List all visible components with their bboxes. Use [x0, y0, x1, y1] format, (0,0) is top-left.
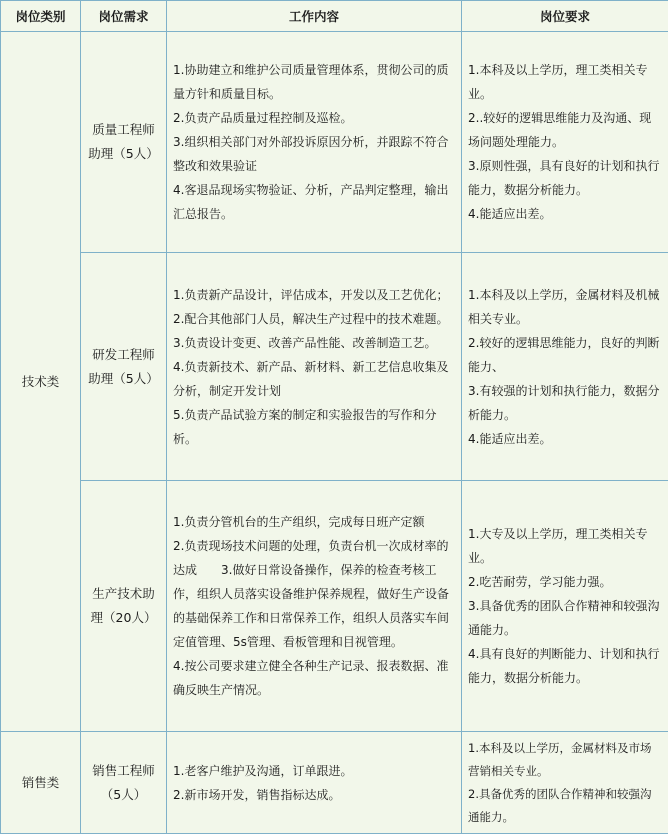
requirements-cell [462, 32, 668, 253]
header-category: 岗位类别 [1, 1, 81, 32]
duty-item: 2.负责现场技术问题的处理，负责台机一次成材率的达成 3.做好日常设备操作，保养的检查考核工作，组织人员落实设备维护保养规程，做好生产设备的基础保养工作和日常保养工作，组织人员落实车间定值管理、5s管理、看板管理和目视管理。 [173, 539, 450, 649]
duty-item: 2.新市场开发，销售指标达成。 [173, 787, 341, 802]
requirements-cell [462, 481, 668, 732]
duty-item: 1.负责新产品设计，评估成本，开发以及工艺优化； [173, 287, 449, 302]
duty-item: 1.协助建立和维护公司质量管理体系，贯彻公司的质量方针和质量目标。 [173, 63, 449, 101]
category-sales: 销售类 [1, 732, 81, 834]
duty-item: 3.负责设计变更、改善产品性能、改善制造工艺。 [173, 335, 437, 350]
duty-item: 4.客退品现场实物验证、分析，产品判定整理，输出汇总报告。 [173, 183, 449, 221]
header-requirements: 岗位要求 [462, 1, 668, 32]
duties-cell [167, 32, 462, 253]
requirement-item: 1.大专及以上学历，理工类相关专业。 [468, 527, 648, 565]
table-row [1, 732, 668, 834]
duty-item: 3.组织相关部门对外部投诉原因分析，并跟踪不符合整改和效果验证 [173, 135, 449, 173]
position-name: 生产技术助理（20人） [81, 481, 167, 732]
requirement-item: 4.能适应出差。 [468, 207, 552, 221]
requirement-item: 2.具备优秀的团队合作精神和较强沟通能力。 [468, 786, 652, 824]
duty-item: 5.负责产品试验方案的制定和实验报告的写作和分析。 [173, 407, 437, 446]
duties-cell [167, 732, 462, 834]
requirement-item: 4.能适应出差。 [468, 431, 552, 446]
requirement-item: 3.原则性强，具有良好的计划和执行能力，数据分析能力。 [468, 159, 660, 197]
position-name: 研发工程师助理（5人） [81, 253, 167, 481]
table-row [1, 32, 668, 253]
header-position: 岗位需求 [81, 1, 167, 32]
requirement-item: 2.吃苦耐劳，学习能力强。 [468, 575, 612, 589]
duty-item: 2.配合其他部门人员，解决生产过程中的技术难题。 [173, 311, 449, 326]
position-name: 质量工程师助理（5人） [81, 32, 167, 253]
requirement-item: 1.本科及以上学历，理工类相关专业。 [468, 63, 648, 101]
duties-cell [167, 481, 462, 732]
requirements-cell [462, 732, 668, 834]
duty-item: 4.按公司要求建立健全各种生产记录、报表数据、准确反映生产情况。 [173, 659, 449, 697]
requirements-cell [462, 253, 668, 481]
table-row [1, 253, 668, 481]
duties-cell [167, 253, 462, 481]
requirement-item: 4.具有良好的判断能力、计划和执行能力，数据分析能力。 [468, 647, 660, 685]
duty-item: 1.老客户维护及沟通，订单跟进。 [173, 763, 353, 778]
requirement-item: 3.具备优秀的团队合作精神和较强沟通能力。 [468, 599, 660, 637]
requirement-item: 2.较好的逻辑思维能力，良好的判断能力、 [468, 335, 660, 374]
requirement-item: 3.有较强的计划和执行能力，数据分析能力。 [468, 383, 660, 422]
header-row [1, 1, 668, 32]
requirement-item: 1.本科及以上学历，金属材料及市场营销相关专业。 [468, 740, 652, 778]
category-tech: 技术类 [1, 32, 81, 732]
requirement-item: 1.本科及以上学历，金属材料及机械相关专业。 [468, 287, 660, 326]
duty-item: 2.负责产品质量过程控制及巡检。 [173, 111, 353, 125]
header-duties: 工作内容 [167, 1, 462, 32]
position-name: 销售工程师（5人） [81, 732, 167, 834]
requirement-item: 2..较好的逻辑思维能力及沟通、现场问题处理能力。 [468, 111, 652, 149]
duty-item: 4.负责新技术、新产品、新材料、新工艺信息收集及分析，制定开发计划 [173, 359, 449, 398]
table-row [1, 481, 668, 732]
duty-item: 1.负责分管机台的生产组织，完成每日班产定额 [173, 515, 425, 529]
